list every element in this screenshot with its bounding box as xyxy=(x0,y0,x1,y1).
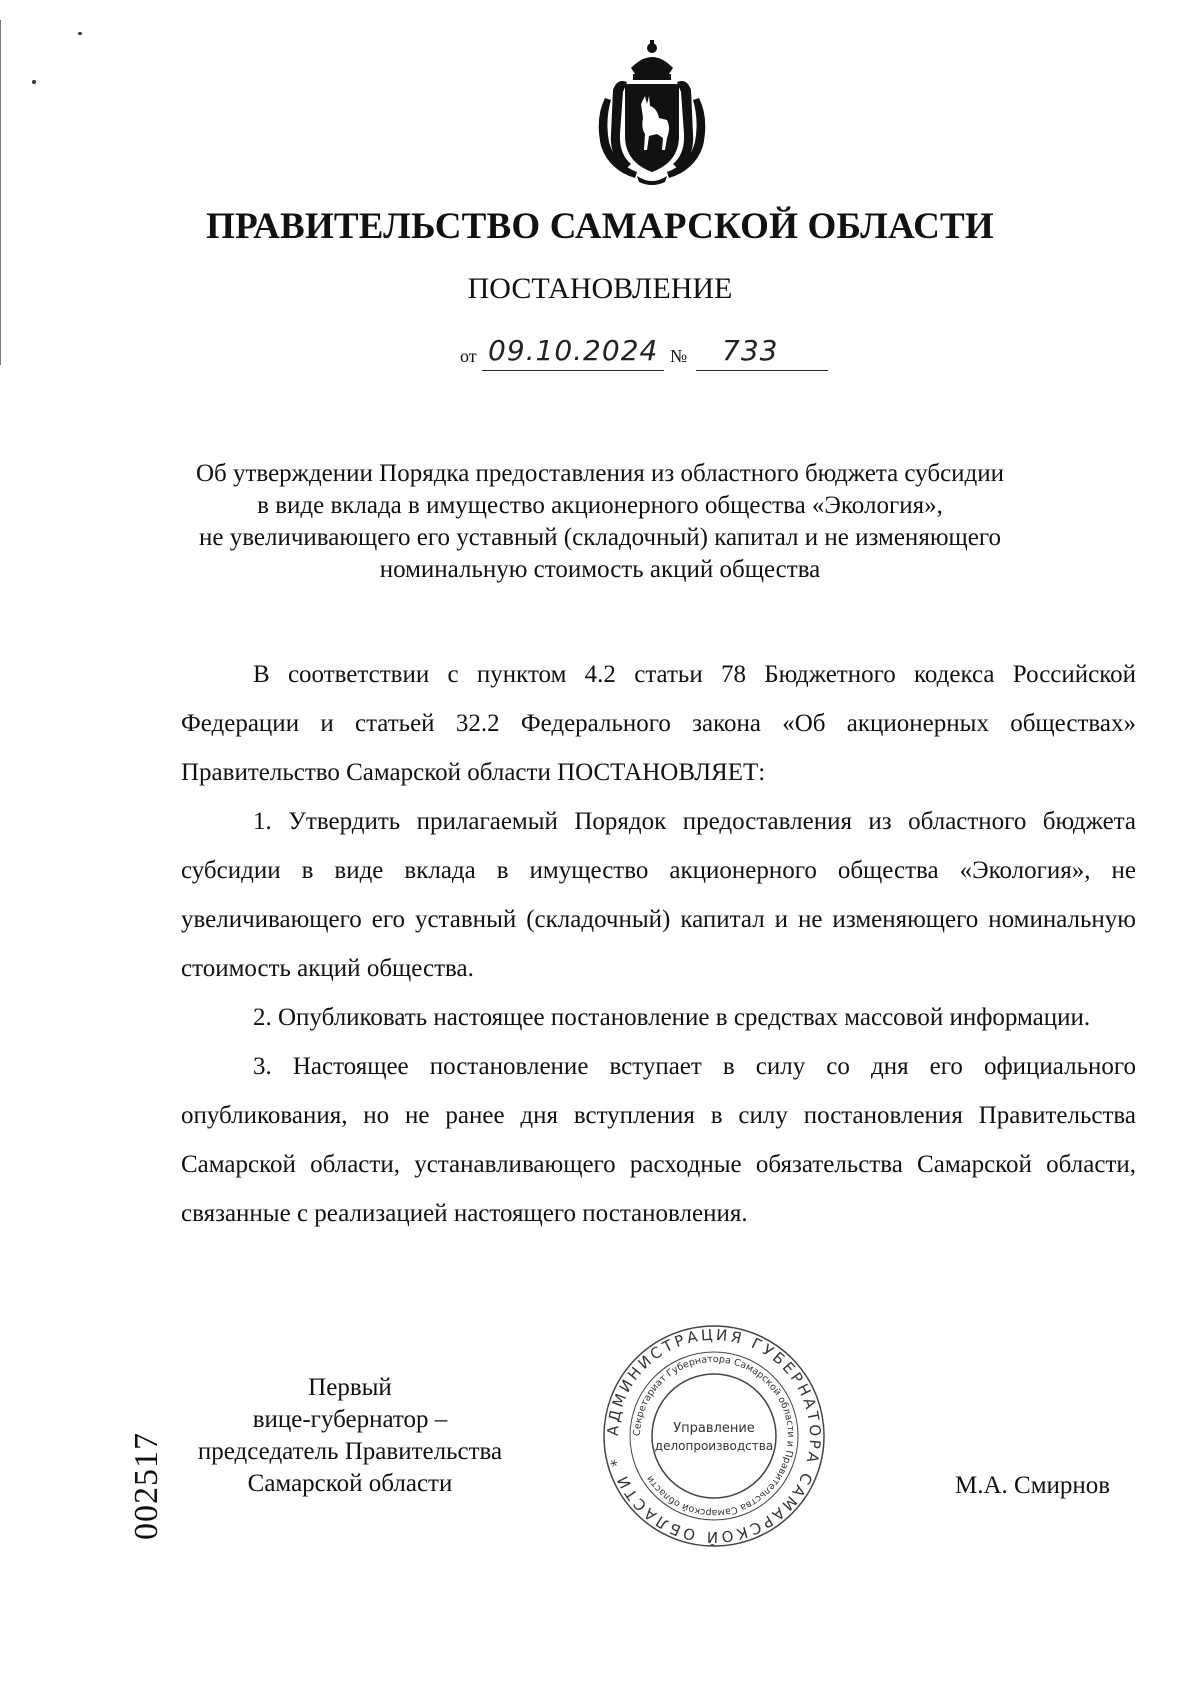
scan-speck xyxy=(32,80,36,84)
signer-title-line: вице-губернатор – xyxy=(252,1406,448,1433)
clause-1: 1. Утвердить прилагаемый Порядок предоставления из областного бюджета субсидии в виде вклада в имущество акционерного общества «Экология», не увеличивающего его уставный (складочный) капитал и не изменяющего номинальную стоимость акций общества. xyxy=(181,808,1136,982)
stamp-center-line1: Управление xyxy=(673,1421,755,1436)
official-stamp xyxy=(600,1322,828,1550)
government-title: ПРАВИТЕЛЬСТВО САМАРСКОЙ ОБЛАСТИ xyxy=(206,206,994,247)
document-body xyxy=(181,650,1136,1238)
signer-title-line: Первый xyxy=(308,1374,392,1401)
signer-title xyxy=(185,1372,515,1500)
document-type: ПОСТАНОВЛЕНИЕ xyxy=(467,272,733,305)
number-prefix: № xyxy=(670,346,688,366)
handwritten-number: 733 xyxy=(722,334,779,367)
stamp-outer-text: АДМИНИСТРАЦИЯ ГУБЕРНАТОРА САМАРСКОЙ ОБЛАСТИ * xyxy=(603,1325,825,1547)
coat-of-arms-emblem xyxy=(587,38,717,186)
subject-line: Об утверждении Порядка предоставления из областного бюджета субсидии xyxy=(195,460,1005,487)
stamp-center-line2: делопроизводства xyxy=(654,1439,774,1453)
clause-3: 3. Настоящее постановление вступает в силу со дня его официального опубликования, но не ранее дня вступления в силу постановления Правительства Самарской области, устанавливающего расходные обязательства Самарской области, связанные с реализацией настоящего постановления. xyxy=(181,1053,1136,1227)
number-underline xyxy=(696,370,828,371)
subject-line: номинальную стоимость акций общества xyxy=(379,556,821,583)
signer-title-line: председатель Правительства xyxy=(197,1438,503,1465)
scan-margin-line xyxy=(0,20,1,365)
preamble-paragraph: В соответствии с пунктом 4.2 статьи 78 Бюджетного кодекса Российской Федерации и статьей 32.2 Федерального закона «Об акционерных обществах» Правительство Самарской области ПОСТАНОВЛЯЕТ: xyxy=(181,661,1136,786)
registration-number: 002517 xyxy=(128,1432,165,1540)
subject-line: в виде вклада в имущество акционерного общества «Экология», xyxy=(257,492,943,519)
date-prefix: от xyxy=(460,346,477,366)
clause-2: 2. Опубликовать настоящее постановление в средствах массовой информации. xyxy=(253,1004,1091,1031)
scan-speck xyxy=(78,32,82,35)
signer-name: М.А. Смирнов xyxy=(955,1472,1111,1499)
handwritten-date: 09.10.2024 xyxy=(488,334,659,367)
document-subject xyxy=(150,458,1050,586)
stamp-inner-text: Секретариат Губернатора Самарской области и Правительства Самарской области xyxy=(631,1353,797,1519)
signer-title-line: Самарской области xyxy=(247,1470,453,1497)
document-date-number xyxy=(460,334,860,378)
date-underline xyxy=(482,370,664,371)
subject-line: не увеличивающего его уставный (складочный) капитал и не изменяющего xyxy=(199,524,1001,551)
